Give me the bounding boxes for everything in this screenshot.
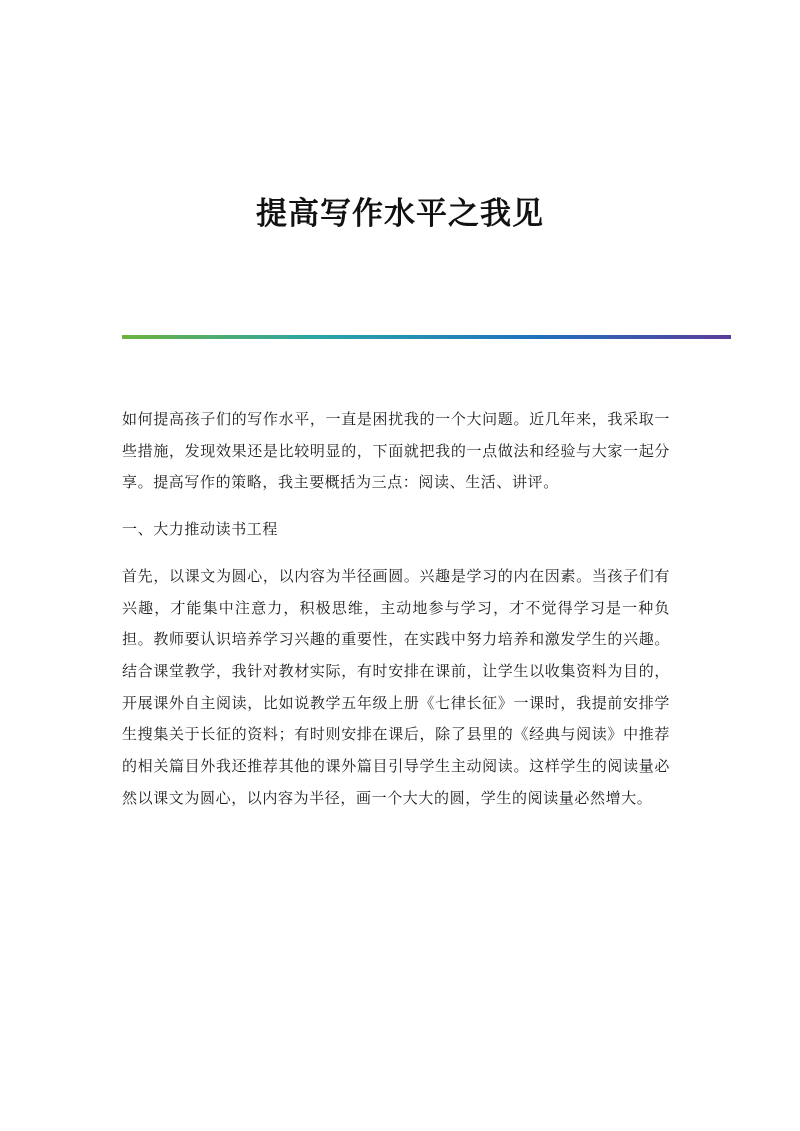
body-text: [122, 404, 670, 829]
section-paragraph: 首先，以课文为圆心，以内容为半径画圆。兴趣是学习的内在因素。当孩子们有兴趣，才能集中注意力，积极思维，主动地参与学习，才不觉得学习是一种负担。教师要认识培养学习兴趣的重要性，在实践中努力培养和激发学生的兴趣。结合课堂教学，我针对教材实际，有时安排在课前，让学生以收集资料为目的，开展课外自主阅读，比如说教学五年级上册《七律长征》一课时，我提前安排学生搜集关于长征的资料；有时则安排在课后，除了县里的《经典与阅读》中推荐的相关篇目外我还推荐其他的课外篇目引导学生主动阅读。这样学生的阅读量必然以课文为圆心，以内容为半径，画一个大大的圆，学生的阅读量必然增大。: [122, 566, 670, 807]
intro-paragraph: 如何提高孩子们的写作水平，一直是困扰我的一个大问题。近几年来，我采取一些措施，发现效果还是比较明显的，下面就把我的一点做法和经验与大家一起分享。提高写作的策略，我主要概括为三点：阅读、生活、讲评。: [122, 410, 670, 492]
section-heading: 一、大力推动读书工程: [122, 520, 279, 539]
title-divider: [122, 335, 731, 339]
page-title: 提高写作水平之我见: [256, 196, 544, 232]
